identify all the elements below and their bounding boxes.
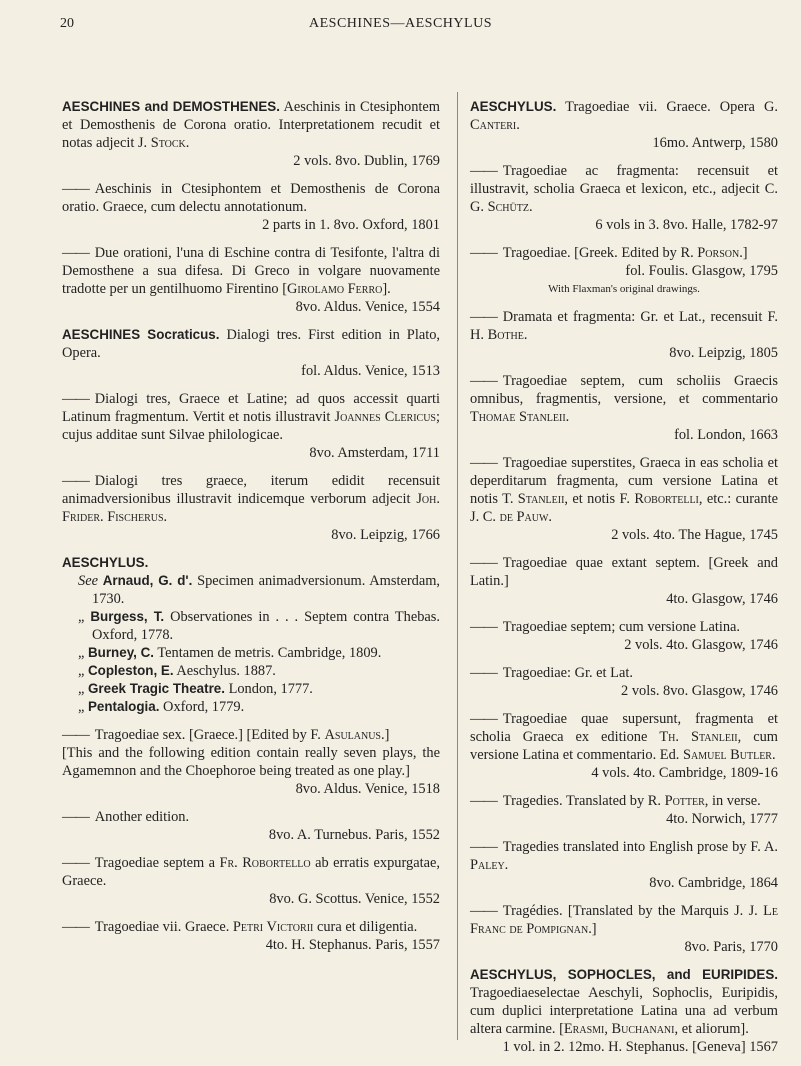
entry-imprint: fol. London, 1663 [674, 427, 778, 443]
entry-text: Tragoediae: Gr. et Lat. [502, 665, 633, 681]
entry-heading: AESCHYLUS. [470, 99, 557, 114]
entry-text: Tragoediae vii. Graece. [94, 919, 230, 935]
entry-name: Petri Victorii [232, 919, 314, 935]
see-reference: See Arnaud, G. d'. Specimen animadversionum. Amsterdam, 1730. [78, 573, 441, 607]
entry-name: Le Franc de Pompignan.] [470, 903, 778, 937]
entry-canteri [470, 98, 778, 152]
entry-imprint: 1 vol. in 2. 12mo. H. Stephanus. [Geneva] 1567 [502, 1039, 778, 1055]
entry-name: Asulanus.] [324, 727, 390, 743]
entry-tragoediae-sex [62, 726, 440, 798]
entry-due-orationi [62, 244, 440, 316]
entry-text: Dramata et fragmenta: Gr. et Lat., recensuit F. H. [470, 309, 778, 343]
entry-imprint: 16mo. Antwerp, 1580 [652, 135, 778, 151]
entry-heading: AESCHINES and DEMOSTHENES. [62, 99, 280, 114]
entry-text-cont: ; cujus additae sunt Silvae philologicae. [62, 409, 440, 443]
entry-imprint: 8vo. Amsterdam, 1711 [309, 445, 440, 461]
entry-schutz [470, 162, 778, 234]
entry-imprint: 4to. Glasgow, 1746 [666, 591, 778, 607]
entry-text: Tragedies translated into English prose by F. A. [502, 839, 778, 855]
entry-pauw: —— Tragoediae superstites, Graeca in eas scholia et deperditarum fragmenta, cum versione Latina et notis T. Stanleii, et notis F. Robortelli, etc.: curante J. C. de Pauw. 2 vols. 4to. The Hague, 1745 [470, 454, 778, 544]
entry-imprint: 8vo. Leipzig, 1805 [669, 345, 778, 361]
entry-imprint: 8vo. A. Turnebus. Paris, 1552 [268, 827, 440, 843]
entry-name: Paley. [470, 857, 509, 873]
entry-imprint: 6 vols in 3. 8vo. Halle, 1782-97 [595, 217, 778, 233]
entry-glasgow-greek-latin [470, 554, 778, 608]
entry-imprint: 4to. H. Stephanus. Paris, 1557 [265, 937, 440, 953]
entry-text: Tragedies. Translated by R. [502, 793, 661, 809]
entry-aeschines-socraticus [62, 326, 440, 380]
entry-text: Tragoediae septem a [94, 855, 216, 871]
entry-imprint: 2 vols. 8vo. Glasgow, 1746 [621, 683, 778, 699]
entry-imprint: 2 vols. 4to. The Hague, 1745 [611, 527, 778, 543]
entry-name: Porson.] [697, 245, 748, 261]
entry-text: Tragoediae septem; cum versione Latina. [502, 619, 741, 635]
entry-text: Aeschinis in Ctesiphontem et Demosthenis de Corona oratio. Interpretationem recudit et notas adjecit J. [62, 99, 441, 151]
entry-imprint: fol. Aldus. Venice, 1513 [301, 363, 440, 379]
entry-text: Tragoediaeselectae Aeschyli, Sophoclis, Euripidis, cum duplici interpretatione Latina una ad verbum altera carmine. [ [470, 985, 778, 1037]
entry-aeschylus-sophocles-euripides: AESCHYLUS, SOPHOCLES, and EURIPIDES. Tragoediaeselectae Aeschyli, Sophoclis, Euripidis, cum duplici interpretatione Latina una ad verbum altera carmine. [Erasmi, Buchanani, et aliorum]. 1 vol. in 2. 12mo. H. Stephanus. [Geneva] 1567 [470, 967, 778, 1055]
entry-porson [470, 244, 778, 298]
page-number: 20 [60, 16, 74, 31]
entry-text: Dialogi tres graece, iterum edidit recensuit animadversionibus illustravit indicemque verborum adjecit [62, 473, 440, 507]
see-reference: „ Pentalogia. Oxford, 1779. [78, 699, 245, 715]
entry-heading: AESCHYLUS. [62, 555, 149, 570]
entry-imprint: 4 vols. 4to. Cambridge, 1809-16 [591, 765, 778, 781]
entry-imprint: 4to. Norwich, 1777 [666, 811, 778, 827]
entry-imprint: 8vo. Aldus. Venice, 1518 [295, 781, 440, 797]
entry-imprint: 2 vols. 4to. Glasgow, 1746 [624, 637, 778, 653]
entry-imprint: 2 vols. 8vo. Dublin, 1769 [293, 153, 440, 169]
entry-name: Bothe. [487, 327, 528, 343]
entry-name: Joh. Frider. Fischerus. [62, 491, 440, 525]
entry-text: Tragoediae. [Greek. Edited by R. [502, 245, 694, 261]
entry-aeschines-demosthenes [62, 98, 440, 170]
entry-text: Dialogi tres. First edition in Plato, Opera. [62, 327, 440, 361]
see-reference: „ Greek Tragic Theatre. London, 1777. [78, 681, 313, 697]
see-reference: „ Burney, C. Tentamen de metris. Cambridge, 1809. [78, 645, 382, 661]
entry-imprint: 8vo. G. Scottus. Venice, 1552 [269, 891, 440, 907]
entry-text: Tragoediae quae supersunt, fragmenta et scholia Graeca ex editione [470, 711, 778, 745]
column-divider [457, 92, 458, 1040]
see-reference: „ Burgess, T. Observationes in . . . Septem contra Thebas. Oxford, 1778. [78, 609, 440, 643]
entry-aeschylus-see [62, 554, 440, 716]
entry-pompignan [470, 902, 778, 956]
entry-dialogi-leipzig [62, 472, 440, 544]
entry-text-cont: cura et diligentia. [316, 919, 418, 935]
entry-note: With Flaxman's original drawings. [548, 283, 700, 295]
see-reference: „ Copleston, E. Aeschylus. 1887. [78, 663, 276, 679]
entry-name: Thomae Stanleii. [470, 409, 570, 425]
entry-name: Stock. [150, 135, 190, 151]
entry-aeschines-corona-oxford [62, 180, 440, 234]
entry-text: Another edition. [94, 809, 190, 825]
entry-robortello [62, 854, 440, 908]
entry-bothe [470, 308, 778, 362]
entry-text: Dialogi tres, Graece et Latine; ad quos accessit quarti Latinum fragmentum. Vertit et notis illustravit [62, 391, 440, 425]
entry-name: Erasmi, Buchanani, [563, 1021, 679, 1037]
entry-imprint: 8vo. Leipzig, 1766 [331, 527, 440, 543]
entry-imprint: 8vo. Paris, 1770 [684, 939, 778, 955]
entry-potter: —— Tragedies. Translated by R. Potter, in verse. 4to. Norwich, 1777 [470, 792, 778, 828]
entry-name: Fr. Robortello [219, 855, 311, 871]
entry-text: Tragoediae quae extant septem. [Greek and Latin.] [470, 555, 778, 589]
entry-imprint: 8vo. Cambridge, 1864 [649, 875, 778, 891]
entry-note: [This and the following edition contain really seven plays, the Agamemnon and the Choephoroe being treated as one play.] [62, 745, 440, 779]
entry-text: Tragoediae sex. [Graece.] [Edited by F. [94, 727, 321, 743]
left-column [62, 98, 440, 964]
entry-name: Schütz. [487, 199, 533, 215]
entry-victorii [62, 918, 440, 954]
entry-heading: AESCHINES Socraticus. [62, 327, 220, 342]
entry-name: Potter, [664, 793, 709, 809]
entry-paley [470, 838, 778, 892]
right-column [470, 98, 778, 1066]
entry-text-cont: ab erratis expurgatae, Graece. [62, 855, 440, 889]
entry-text: Tragoediae ac fragmenta: recensuit et illustravit, scholia Graeca et lexicon, etc., adjecit C. G. [470, 163, 778, 215]
entry-imprint: 2 parts in 1. 8vo. Oxford, 1801 [262, 217, 440, 233]
entry-another-edition [62, 808, 440, 844]
entry-glasgow-latina [470, 618, 778, 654]
entry-butler: —— Tragoediae quae supersunt, fragmenta et scholia Graeca ex editione Th. Stanleii, cum versione Latina et commentario. Ed. Samuel Butler. 4 vols. 4to. Cambridge, 1809-16 [470, 710, 778, 782]
entry-stanleii [470, 372, 778, 444]
entry-heading: AESCHYLUS, SOPHOCLES, and EURIPIDES. [470, 967, 778, 982]
entry-text: Tragédies. [Translated by the Marquis J. J. [502, 903, 758, 919]
entry-name: Girolamo Ferro [287, 281, 383, 297]
entry-text: Tragoediae superstites, Graeca in eas scholia et deperditarum fragmenta, cum versione Latina et notis T. [470, 455, 778, 507]
entry-text: Tragoediae vii. Graece. Opera G. [565, 99, 778, 115]
entry-text: Due orationi, l'una di Eschine contra di Tesifonte, l'altra di Demosthene a sua difesa. Di Greco in volgare nuovamente tradotte per un gentilhuomo Firentino [ [62, 245, 440, 297]
entry-name: Canteri. [470, 117, 520, 133]
entry-text: Aeschinis in Ctesiphontem et Demosthenis de Corona oratio. Graece, cum delectu annotationum. [62, 181, 440, 215]
running-head: AESCHINES—AESCHYLUS [309, 16, 492, 31]
entry-imprint: fol. Foulis. Glasgow, 1795 [625, 263, 778, 279]
entry-name: Joannes Clericus [334, 409, 436, 425]
entry-dialogi-amsterdam [62, 390, 440, 462]
entry-text: Tragoediae septem, cum scholiis Graecis omnibus, fragmentis, versione, et commentario [470, 373, 778, 407]
entry-glasgow-gr-lat [470, 664, 778, 700]
entry-imprint: 8vo. Aldus. Venice, 1554 [295, 299, 440, 315]
entry-text-close: ]. [382, 281, 391, 297]
